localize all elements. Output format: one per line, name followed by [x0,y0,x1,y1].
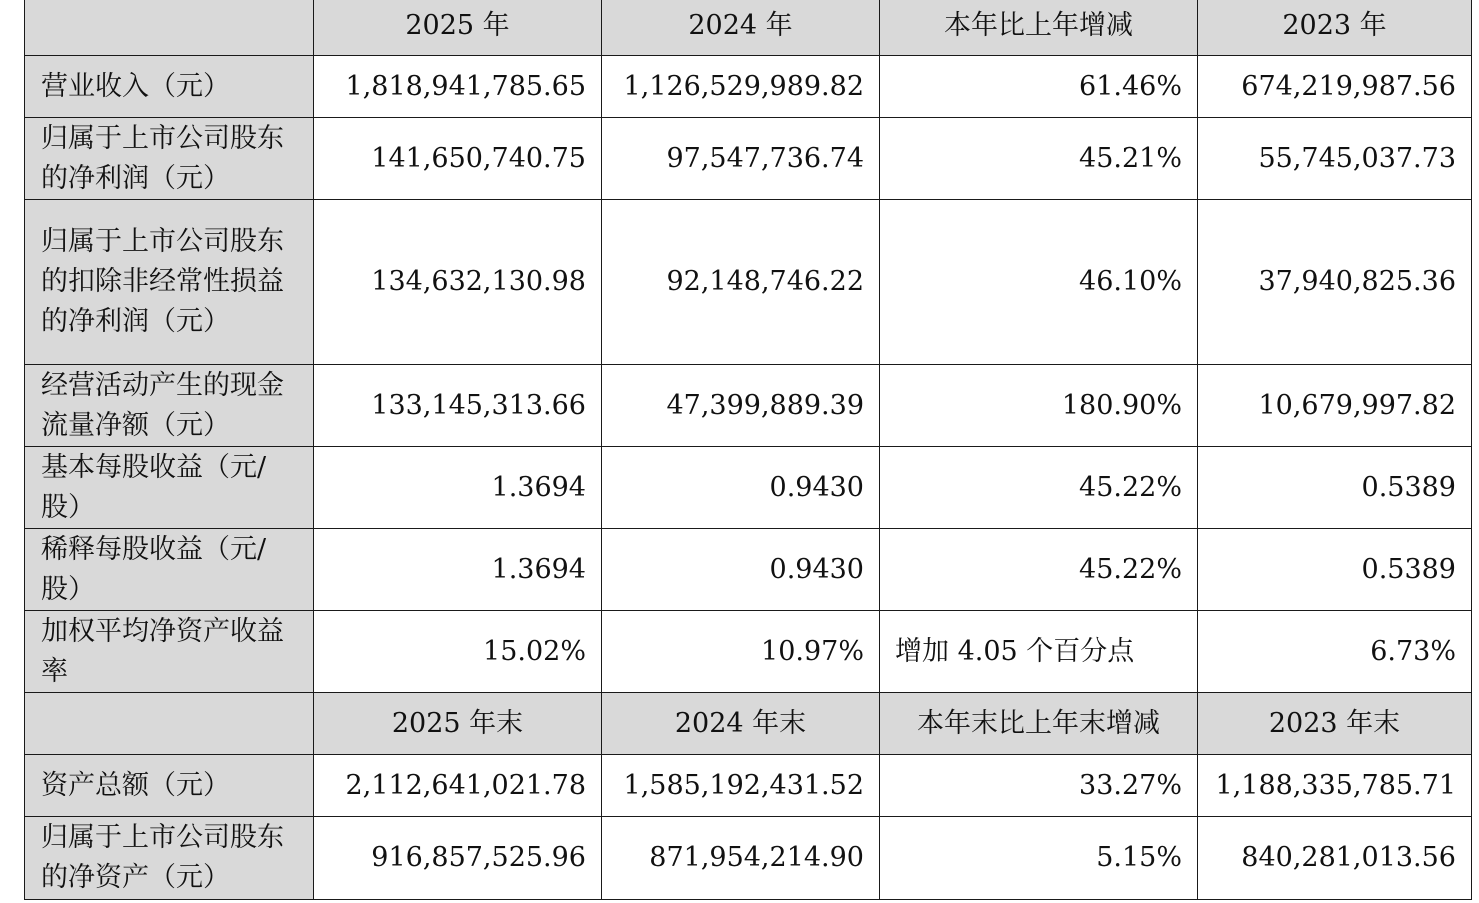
header-cell-2023-end: 2023 年末 [1198,693,1472,755]
row-label: 经营活动产生的现金流量净额（元） [25,365,314,447]
table-row [25,200,1472,365]
cell-2023: 0.5389 [1198,447,1472,529]
cell-change: 45.22% [880,529,1198,611]
cell-2025-end: 916,857,525.96 [314,817,602,900]
cell-2024-end: 871,954,214.90 [602,817,880,900]
table-row [25,365,1472,447]
cell-2024: 97,547,736.74 [602,118,880,200]
cell-2023: 6.73% [1198,611,1472,693]
cell-2024: 0.9430 [602,447,880,529]
table-row [25,611,1472,693]
cell-2025: 15.02% [314,611,602,693]
table-row [25,755,1472,817]
table-row [25,56,1472,118]
row-label: 加权平均净资产收益率 [25,611,314,693]
header-cell-2023: 2023 年 [1198,0,1472,56]
row-label: 稀释每股收益（元/股） [25,529,314,611]
cell-2024: 47,399,889.39 [602,365,880,447]
cell-2023: 37,940,825.36 [1198,200,1472,365]
header-row-year-end [25,693,1472,755]
cell-2025: 1,818,941,785.65 [314,56,602,118]
table-row [25,529,1472,611]
header-cell-empty [25,0,314,56]
cell-2024: 10.97% [602,611,880,693]
cell-2025: 1.3694 [314,447,602,529]
row-label: 归属于上市公司股东的扣除非经常性损益的净利润（元） [25,200,314,365]
cell-2023-end: 840,281,013.56 [1198,817,1472,900]
cell-2024: 0.9430 [602,529,880,611]
header-cell-change-end: 本年末比上年末增减 [880,693,1198,755]
cell-change: 45.22% [880,447,1198,529]
header-cell-change: 本年比上年增减 [880,0,1198,56]
cell-2023: 0.5389 [1198,529,1472,611]
cell-2025-end: 2,112,641,021.78 [314,755,602,817]
header-cell-empty [25,693,314,755]
table-row [25,817,1472,900]
cell-change: 180.90% [880,365,1198,447]
row-label: 基本每股收益（元/股） [25,447,314,529]
cell-change: 增加 4.05 个百分点 [880,611,1198,693]
cell-2023: 10,679,997.82 [1198,365,1472,447]
cell-2023: 55,745,037.73 [1198,118,1472,200]
cell-2024: 92,148,746.22 [602,200,880,365]
cell-2024-end: 1,585,192,431.52 [602,755,880,817]
cell-change: 46.10% [880,200,1198,365]
header-cell-2025-end: 2025 年末 [314,693,602,755]
header-cell-2024-end: 2024 年末 [602,693,880,755]
cell-2024: 1,126,529,989.82 [602,56,880,118]
cell-2025: 133,145,313.66 [314,365,602,447]
cell-change: 61.46% [880,56,1198,118]
row-label: 归属于上市公司股东的净资产（元） [25,817,314,900]
header-cell-2024: 2024 年 [602,0,880,56]
row-label: 资产总额（元） [25,755,314,817]
cell-2025: 134,632,130.98 [314,200,602,365]
cell-2025: 1.3694 [314,529,602,611]
header-row [25,0,1472,56]
cell-change-end: 33.27% [880,755,1198,817]
cell-2023: 674,219,987.56 [1198,56,1472,118]
table-row [25,447,1472,529]
row-label: 营业收入（元） [25,56,314,118]
financial-summary-table [24,0,1472,900]
cell-2023-end: 1,188,335,785.71 [1198,755,1472,817]
row-label: 归属于上市公司股东的净利润（元） [25,118,314,200]
table-row [25,118,1472,200]
cell-change: 45.21% [880,118,1198,200]
cell-2025: 141,650,740.75 [314,118,602,200]
cell-change-end: 5.15% [880,817,1198,900]
header-cell-2025: 2025 年 [314,0,602,56]
